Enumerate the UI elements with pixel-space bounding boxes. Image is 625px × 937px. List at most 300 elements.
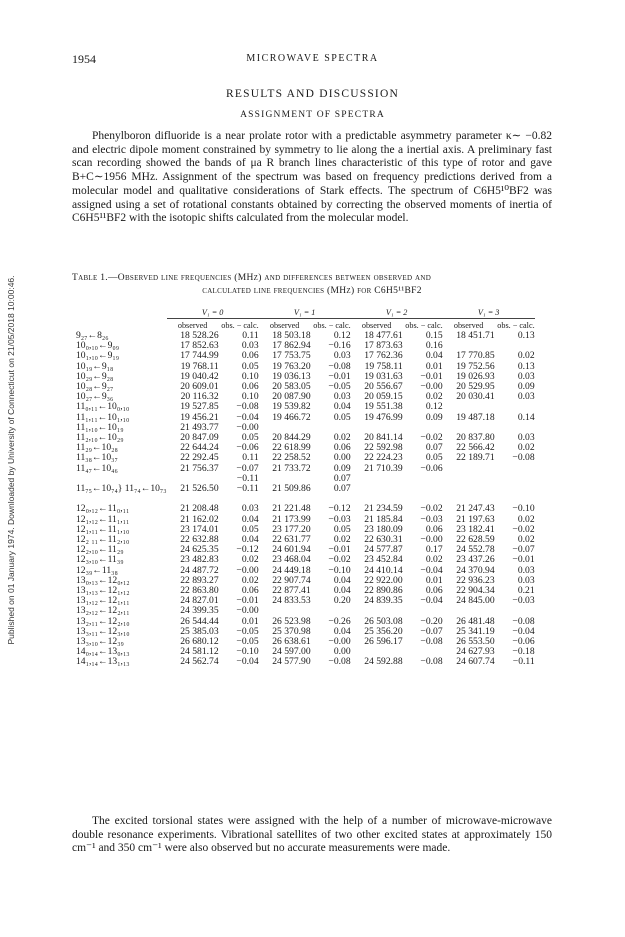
transition-cell: 11₇₅←10₇₄} 11₇₄←10₇₃ — [76, 483, 167, 495]
observed-cell — [443, 464, 495, 474]
diff-cell: 0.06 — [425, 585, 443, 597]
observed-cell: 22 904.34 — [456, 585, 495, 597]
observed-cell: 19 763.20 — [272, 360, 311, 372]
diff-cell: −0.08 — [512, 615, 535, 627]
diff-cell: −0.06 — [420, 462, 443, 474]
observed-cell: 17 753.75 — [272, 350, 311, 362]
table-row — [76, 596, 535, 606]
diff-cell: 0.21 — [517, 585, 535, 597]
observed-cell: 19 036.13 — [272, 370, 311, 382]
observed-cell: 21 197.63 — [456, 513, 495, 525]
diff-cell: −0.10 — [512, 503, 535, 515]
observed-header: observed — [269, 320, 300, 330]
diff-cell — [403, 474, 443, 484]
observed-cell: 22 632.88 — [180, 534, 219, 546]
diff-cell: −0.11 — [236, 472, 259, 484]
v3-header: V₁ = 3 — [443, 306, 535, 319]
observed-cell: 21 493.77 — [180, 421, 219, 433]
diff-cell: −0.18 — [512, 646, 535, 658]
transition-cell: 10₂₉←9₂₈ — [76, 370, 114, 382]
observed-cell: 25 385.03 — [180, 625, 219, 637]
diff-cell: 0.06 — [241, 381, 259, 393]
observed-cell: 19 040.42 — [180, 370, 219, 382]
observed-cell: 22 628.59 — [456, 534, 495, 546]
observed-cell: 19 758.11 — [364, 360, 403, 372]
diff-cell — [495, 464, 535, 474]
diff-cell: 0.06 — [241, 350, 259, 362]
observed-cell: 19 551.38 — [364, 401, 403, 413]
diff-header: obs. − calc. — [313, 320, 351, 330]
diff-cell: 0.00 — [333, 646, 351, 658]
diff-cell: −0.02 — [512, 523, 535, 535]
diff-cell: 0.02 — [241, 574, 259, 586]
frequency-table-body — [76, 331, 535, 668]
diff-cell: −0.26 — [328, 615, 351, 627]
observed-cell: 24 562.74 — [180, 656, 219, 668]
table-caption-line2: calculated line frequencies (MHz) for C6H5¹¹BF2 — [202, 286, 422, 296]
diff-cell — [495, 484, 535, 494]
table-row — [76, 413, 535, 423]
diff-cell: 0.02 — [517, 534, 535, 546]
transition-cell: 13₂,₁₂←12₂,₁₁ — [76, 605, 130, 617]
diff-cell: −0.20 — [420, 615, 443, 627]
diff-cell: −0.02 — [328, 554, 351, 566]
diff-cell: 0.03 — [333, 350, 351, 362]
page-number: 1954 — [72, 52, 96, 66]
observed-cell: 24 597.00 — [272, 646, 311, 658]
transition-cell: 13₂,₁₁←12₂,₁₀ — [76, 615, 130, 627]
diff-cell: 0.04 — [241, 534, 259, 546]
diff-cell: 0.07 — [333, 472, 351, 484]
diff-cell: 0.05 — [241, 523, 259, 535]
diff-cell: −0.12 — [328, 503, 351, 515]
intro-paragraph-text: Phenylboron difluoride is a near prolate rotor with a predictable asymmetry parameter κ∼ −0.82 and electric dipole moment constrained by symmetry to lie along the a inertial axis. A preliminary fast scan recording showed the bands of μa R branch lines characteristic of this type of rotor and gave B+C∼1956 MHz. Assignment of the spectrum was based on frequency predictions derived from a molecular model and qualitative considerations of Stark effects. The spectrum of C6H5¹⁰BF2 was assigned using a set of rotational constants obtained by correcting the observed moments of inertia of C6H5¹¹BF2 with the isotopic shifts calculated from the molecular model. — [72, 130, 552, 225]
observed-cell: 19 476.99 — [364, 411, 403, 423]
diff-cell — [403, 484, 443, 494]
diff-cell: 0.03 — [241, 503, 259, 515]
diff-cell: −0.07 — [236, 462, 259, 474]
diff-cell: −0.01 — [512, 554, 535, 566]
observed-cell: 18 451.71 — [456, 330, 495, 341]
transition-cell: 13₁,₁₂←12₁,₁₁ — [76, 595, 130, 607]
transition-cell: 11₄₇←10₄₆ — [76, 462, 118, 474]
diff-cell: −0.08 — [420, 636, 443, 648]
observed-cell: 24 581.12 — [180, 646, 219, 658]
observed-cell: 22 566.42 — [456, 442, 495, 454]
observed-cell: 22 863.80 — [180, 585, 219, 597]
observed-cell: 24 410.14 — [364, 564, 403, 576]
diff-cell: 0.11 — [242, 330, 259, 341]
observed-cell: 21 162.02 — [180, 513, 219, 525]
transition-cell: 12₂ ₁₁←11₂,₁₀ — [76, 534, 130, 546]
observed-cell: 20 837.80 — [456, 432, 495, 444]
diff-cell: −0.01 — [420, 370, 443, 382]
observed-cell: 25 370.98 — [272, 625, 311, 637]
observed-cell: 21 509.86 — [272, 483, 311, 495]
transition-cell: 14₁,₁₄←13₁,₁₃ — [76, 656, 130, 668]
transition-cell: 12₁,₁₂←11₁,₁₁ — [76, 513, 130, 525]
observed-cell: 23 452.84 — [364, 554, 403, 566]
diff-cell: −0.03 — [512, 595, 535, 607]
transition-cell: 11₂₉←10₂₈ — [76, 442, 118, 454]
observed-cell: 24 627.93 — [456, 646, 495, 658]
diff-cell: 0.02 — [333, 534, 351, 546]
observed-cell: 22 224.23 — [364, 452, 403, 464]
observed-cell: 20 529.95 — [456, 381, 495, 393]
diff-cell — [495, 474, 535, 484]
diff-cell: −0.04 — [420, 595, 443, 607]
observed-cell: 20 847.09 — [180, 432, 219, 444]
diff-cell: 0.12 — [333, 330, 351, 341]
observed-cell: 20 059.15 — [364, 391, 403, 403]
diff-cell: 0.03 — [517, 564, 535, 576]
diff-cell: −0.07 — [420, 625, 443, 637]
observed-cell — [351, 484, 403, 494]
table-caption — [72, 272, 552, 298]
transition-cell: 9₂₇←8₂₆ — [76, 330, 109, 341]
observed-cell: 23 468.04 — [272, 554, 311, 566]
transition-cell: 13₁,₁₃←12₁,₁₂ — [76, 585, 130, 597]
observed-cell: 22 644.24 — [180, 442, 219, 454]
diff-cell: −0.00 — [420, 534, 443, 546]
observed-cell: 20 116.32 — [180, 391, 219, 403]
observed-cell: 18 477.61 — [364, 330, 403, 341]
transition-cell: 10₁₉←9₁₈ — [76, 360, 114, 372]
diff-cell: −0.08 — [328, 656, 351, 668]
observed-cell: 17 762.36 — [364, 350, 403, 362]
observed-cell: 22 592.98 — [364, 442, 403, 454]
diff-cell: 0.04 — [425, 350, 443, 362]
subsection-title: ASSIGNMENT OF SPECTRA — [240, 110, 385, 120]
diff-cell: 0.03 — [517, 432, 535, 444]
observed-cell: 19 466.72 — [272, 411, 311, 423]
diff-cell: −0.08 — [236, 401, 259, 413]
observed-cell: 21 208.48 — [180, 503, 219, 515]
observed-cell: 18 503.18 — [272, 330, 311, 341]
vibrational-state-header — [76, 306, 535, 319]
diff-cell: 0.04 — [241, 513, 259, 525]
diff-cell: −0.02 — [420, 432, 443, 444]
diff-cell: 0.13 — [517, 330, 535, 341]
diff-cell: 0.04 — [333, 401, 351, 413]
observed-cell: 24 601.94 — [272, 544, 311, 556]
frequency-table — [76, 306, 535, 668]
observed-cell: 22 292.45 — [180, 452, 219, 464]
diff-cell: −0.03 — [420, 513, 443, 525]
transition-cell: 11₃₈←10₃₇ — [76, 452, 118, 464]
observed-cell — [443, 484, 495, 494]
diff-cell: 0.12 — [425, 401, 443, 413]
diff-cell: 0.06 — [425, 523, 443, 535]
observed-cell: 19 031.63 — [364, 370, 403, 382]
observed-cell: 22 907.74 — [272, 574, 311, 586]
diff-cell: 0.02 — [333, 432, 351, 444]
observed-cell: 22 893.27 — [180, 574, 219, 586]
v1-header: V₁ = 1 — [259, 306, 351, 319]
diff-cell: 0.02 — [425, 554, 443, 566]
transition-cell: 11₁,₁₀←10₁₉ — [76, 421, 124, 433]
observed-cell: 22 618.99 — [272, 442, 311, 454]
diff-cell: 0.05 — [241, 432, 259, 444]
transition-cell: 11₀,₁₁←10₀,₁₀ — [76, 401, 130, 413]
observed-cell: 20 844.29 — [272, 432, 311, 444]
observed-cell — [351, 474, 403, 484]
observed-cell: 26 553.50 — [456, 636, 495, 648]
transition-cell: 13₃,₁₀←12₃₉ — [76, 636, 124, 648]
diff-cell: −0.05 — [328, 381, 351, 393]
diff-cell: 0.05 — [333, 523, 351, 535]
observed-cell: 24 487.72 — [180, 564, 219, 576]
observed-cell: 20 556.67 — [364, 381, 403, 393]
diff-cell: 0.04 — [333, 574, 351, 586]
table-row — [76, 464, 535, 474]
table-caption-label: Table 1.—Observed line frequencies (MHz) and differences between observed and — [72, 273, 432, 283]
table-row — [76, 484, 535, 494]
diff-cell: 0.06 — [241, 585, 259, 597]
diff-cell: −0.12 — [236, 544, 259, 556]
transition-cell: 10₂₈←9₂₇ — [76, 381, 114, 393]
observed-cell: 20 583.05 — [272, 381, 311, 393]
diff-cell: −0.00 — [236, 564, 259, 576]
observed-cell: 17 770.85 — [456, 350, 495, 362]
observed-cell: 26 680.12 — [180, 636, 219, 648]
diff-cell: 0.05 — [241, 360, 259, 372]
diff-cell: 0.20 — [333, 595, 351, 607]
transition-cell: 13₃,₁₁←12₃,₁₀ — [76, 625, 130, 637]
diff-cell: −0.01 — [328, 370, 351, 382]
diff-cell: −0.11 — [236, 483, 259, 495]
observed-cell: 25 341.19 — [456, 625, 495, 637]
transition-cell: 11₂,₁₀←10₂₉ — [76, 432, 124, 444]
observed-cell: 22 189.71 — [456, 452, 495, 464]
transition-cell: 10₀,₁₀←9₀₉ — [76, 340, 120, 352]
v2-header: V₁ = 2 — [351, 306, 443, 319]
diff-cell: 0.14 — [517, 411, 535, 423]
observed-cell: 19 527.85 — [180, 401, 219, 413]
observed-cell: 24 592.88 — [364, 656, 403, 668]
observed-cell: 17 873.63 — [364, 340, 403, 352]
diff-cell: 0.11 — [242, 452, 259, 464]
diff-cell: 0.02 — [517, 513, 535, 525]
transition-cell: 12₁,₁₁←11₁,₁₀ — [76, 523, 130, 535]
observed-cell: 21 710.39 — [364, 462, 403, 474]
diff-cell: −0.04 — [236, 656, 259, 668]
diff-header: obs. − calc. — [405, 320, 443, 330]
diff-cell: 0.00 — [333, 452, 351, 464]
diff-cell: 0.09 — [425, 411, 443, 423]
observed-cell: 19 768.11 — [180, 360, 219, 372]
observed-cell: 21 526.50 — [180, 483, 219, 495]
download-watermark — [4, 150, 18, 770]
diff-cell: 0.09 — [517, 381, 535, 393]
diff-cell: 0.04 — [333, 585, 351, 597]
diff-cell: −0.08 — [328, 360, 351, 372]
diff-cell: −0.05 — [236, 636, 259, 648]
observed-cell: 24 449.18 — [272, 564, 311, 576]
diff-cell: 0.03 — [517, 574, 535, 586]
diff-cell: 0.02 — [517, 350, 535, 362]
download-watermark-text: Published on 01 January 1974. Downloaded by University of Connecticut on 21/05/2018 10:00:46. — [6, 275, 16, 645]
observed-cell: 21 247.43 — [456, 503, 495, 515]
transition-cell: 10₂₇←9₃₆ — [76, 391, 114, 403]
observed-cell: 26 638.61 — [272, 636, 311, 648]
diff-cell: −0.01 — [328, 544, 351, 556]
diff-cell: 0.07 — [333, 483, 351, 495]
transition-cell: 12₃₉←11₃₈ — [76, 564, 118, 576]
diff-header: obs. − calc. — [221, 320, 259, 330]
observed-cell: 21 221.48 — [272, 503, 311, 515]
transition-cell: 14₀,₁₄←13₀,₁₃ — [76, 646, 130, 658]
diff-cell: 0.03 — [517, 370, 535, 382]
observed-cell: 24 833.53 — [272, 595, 311, 607]
closing-paragraph — [72, 815, 552, 856]
diff-cell: −0.04 — [512, 625, 535, 637]
diff-cell: 0.05 — [333, 411, 351, 423]
transition-cell: 12₂,₁₀←11₂₉ — [76, 544, 124, 556]
observed-cell: 26 481.48 — [456, 615, 495, 627]
observed-cell: 22 922.00 — [364, 574, 403, 586]
diff-cell: −0.04 — [420, 564, 443, 576]
diff-cell: 0.02 — [425, 391, 443, 403]
diff-cell: −0.05 — [236, 625, 259, 637]
diff-cell: 0.02 — [241, 554, 259, 566]
observed-cell: 17 862.94 — [272, 340, 311, 352]
diff-cell: 0.05 — [425, 452, 443, 464]
diff-cell: 0.15 — [425, 330, 443, 341]
observed-cell: 18 528.26 — [180, 330, 219, 341]
diff-cell: 0.17 — [425, 544, 443, 556]
observed-cell: 24 577.90 — [272, 656, 311, 668]
observed-cell: 24 845.00 — [456, 595, 495, 607]
diff-cell: −0.08 — [512, 452, 535, 464]
diff-cell: −0.07 — [512, 544, 535, 556]
diff-cell: −0.10 — [236, 646, 259, 658]
closing-paragraph-text: The excited torsional states were assigned with the help of a number of microwave-microwave double resonance experiments. Vibrational satellites of two other excited states at approximately 150 cm⁻¹ and 350 cm⁻¹ were also observed but no accurate measurements were made. — [72, 815, 552, 855]
transition-cell: 11₁,₁₁←10₁,₁₀ — [76, 411, 130, 423]
observed-cell: 23 177.20 — [272, 523, 311, 535]
diff-cell: −0.00 — [420, 381, 443, 393]
observed-cell: 24 625.35 — [180, 544, 219, 556]
observed-cell: 22 631.77 — [272, 534, 311, 546]
diff-cell: 0.01 — [241, 615, 259, 627]
observed-cell: 19 487.18 — [456, 411, 495, 423]
observed-cell: 24 839.35 — [364, 595, 403, 607]
observed-cell: 17 852.63 — [180, 340, 219, 352]
observed-cell: 22 890.86 — [364, 585, 403, 597]
observed-cell: 26 503.08 — [364, 615, 403, 627]
diff-cell: −0.08 — [420, 656, 443, 668]
observed-cell: 19 456.21 — [180, 411, 219, 423]
diff-cell: −0.01 — [236, 595, 259, 607]
diff-cell: 0.03 — [333, 391, 351, 403]
diff-cell: −0.16 — [328, 340, 351, 352]
observed-cell: 20 030.41 — [456, 391, 495, 403]
diff-cell: −0.06 — [236, 442, 259, 454]
observed-cell: 21 234.59 — [364, 503, 403, 515]
observed-cell: 24 607.74 — [456, 656, 495, 668]
observed-cell: 24 370.94 — [456, 564, 495, 576]
diff-header: obs. − calc. — [497, 320, 535, 330]
table-caption-line1 — [72, 272, 552, 285]
diff-cell: −0.04 — [236, 411, 259, 423]
diff-cell: −0.00 — [236, 605, 259, 617]
observed-cell: 23 437.26 — [456, 554, 495, 566]
observed-cell: 21 756.37 — [180, 462, 219, 474]
intro-paragraph — [72, 130, 552, 226]
diff-cell: 0.02 — [517, 442, 535, 454]
observed-cell: 23 174.01 — [180, 523, 219, 535]
transition-cell: 10₁,₁₀←9₁₉ — [76, 350, 120, 362]
diff-cell: −0.10 — [328, 564, 351, 576]
observed-cell: 20 087.90 — [272, 391, 311, 403]
diff-cell: 0.03 — [517, 391, 535, 403]
observed-cell: 22 936.23 — [456, 574, 495, 586]
v0-header: V₁ = 0 — [167, 306, 259, 319]
diff-cell: −0.00 — [236, 421, 259, 433]
observed-cell: 23 180.09 — [364, 523, 403, 535]
diff-cell: 0.16 — [425, 340, 443, 352]
running-head: MICROWAVE SPECTRA — [246, 53, 379, 64]
observed-cell — [443, 474, 495, 484]
diff-cell: 0.13 — [517, 360, 535, 372]
observed-cell: 21 733.72 — [272, 462, 311, 474]
transition-cell: 12₀,₁₂←11₀,₁₁ — [76, 503, 130, 515]
observed-header: observed — [177, 320, 208, 330]
diff-cell: −0.11 — [512, 656, 535, 668]
diff-cell: 0.03 — [241, 340, 259, 352]
observed-header: observed — [453, 320, 484, 330]
diff-cell: 0.10 — [241, 370, 259, 382]
observed-cell: 25 356.20 — [364, 625, 403, 637]
observed-cell: 23 482.83 — [180, 554, 219, 566]
observed-cell: 21 173.99 — [272, 513, 311, 525]
observed-cell: 24 827.01 — [180, 595, 219, 607]
observed-cell: 19 539.82 — [272, 401, 311, 413]
observed-cell: 26 544.44 — [180, 615, 219, 627]
observed-cell: 24 552.78 — [456, 544, 495, 556]
observed-cell: 17 744.99 — [180, 350, 219, 362]
diff-cell: −0.02 — [420, 503, 443, 515]
observed-cell: 19 752.56 — [456, 360, 495, 372]
diff-cell: 0.09 — [333, 462, 351, 474]
diff-cell: 0.01 — [425, 574, 443, 586]
observed-cell: 22 258.52 — [272, 452, 311, 464]
diff-cell: −0.00 — [328, 636, 351, 648]
diff-cell: −0.03 — [328, 513, 351, 525]
observed-cell: 24 577.87 — [364, 544, 403, 556]
observed-header: observed — [361, 320, 392, 330]
observed-cell: 26 523.98 — [272, 615, 311, 627]
table-row — [76, 657, 535, 667]
observed-cell: 26 596.17 — [364, 636, 403, 648]
observed-cell: 24 399.35 — [180, 605, 219, 617]
observed-cell: 21 185.84 — [364, 513, 403, 525]
observed-cell: 20 609.01 — [180, 381, 219, 393]
observed-cell: 19 026.93 — [456, 370, 495, 382]
observed-cell: 23 182.41 — [456, 523, 495, 535]
section-title: RESULTS AND DISCUSSION — [226, 88, 399, 100]
transition-cell: 12₃,₁₀←11₃₉ — [76, 554, 124, 566]
diff-cell: −0.06 — [512, 636, 535, 648]
diff-cell: 0.06 — [333, 442, 351, 454]
observed-cell: 22 877.41 — [272, 585, 311, 597]
transition-cell: 13₀,₁₃←12₀,₁₂ — [76, 574, 130, 586]
diff-cell: 0.10 — [241, 391, 259, 403]
diff-cell: 0.04 — [333, 625, 351, 637]
diff-cell: 0.07 — [425, 442, 443, 454]
observed-cell: 22 630.31 — [364, 534, 403, 546]
observed-cell: 20 841.14 — [364, 432, 403, 444]
